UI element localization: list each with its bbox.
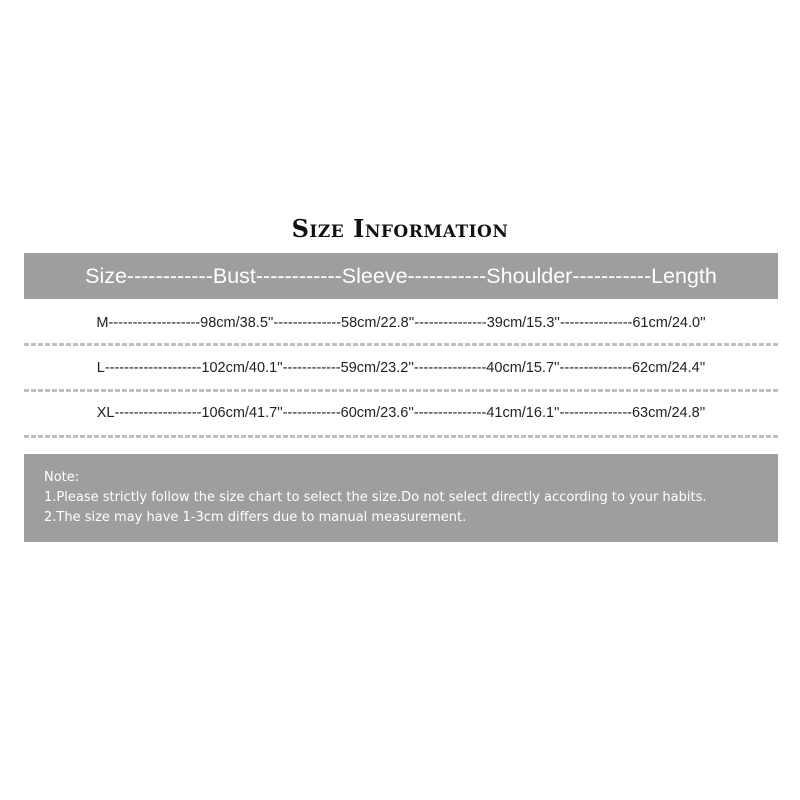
- size-row-m: M-------------------98cm/38.5''--------------58cm/22.8''---------------39cm/15.3''---------------61cm/24.0'': [96, 315, 706, 331]
- row-divider: [24, 343, 778, 346]
- row-divider: [24, 389, 778, 392]
- note-line-2: 2.The size may have 1-3cm differs due to manual measurement.: [44, 510, 467, 525]
- note-line-1: 1.Please strictly follow the size chart to select the size.Do not select directly according to your habits.: [44, 490, 707, 505]
- row-divider: [24, 435, 778, 438]
- note-box: [24, 454, 778, 542]
- note-label: Note:: [44, 470, 80, 485]
- size-row-xl: XL------------------106cm/41.7''------------60cm/23.6''---------------41cm/16.1''---------------63cm/24.8'': [96, 405, 706, 421]
- page-title: Size Information: [291, 214, 509, 243]
- size-table-header: Size------------Bust------------Sleeve-----------Shoulder-----------Length: [24, 253, 778, 299]
- size-row-l: L--------------------102cm/40.1''------------59cm/23.2''---------------40cm/15.7''---------------62cm/24.4'': [96, 360, 706, 376]
